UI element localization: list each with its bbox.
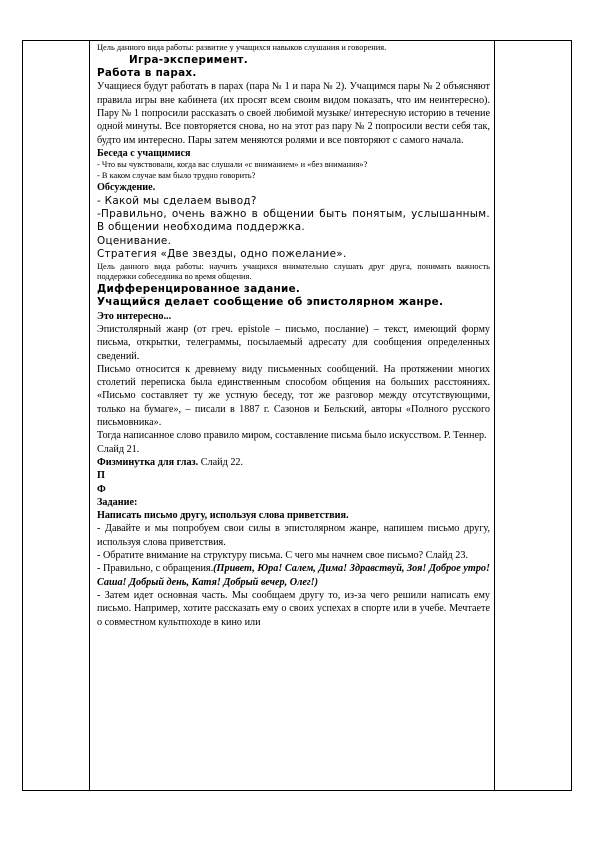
report-line: Учащийся делает сообщение об эпистолярном жанре. xyxy=(97,296,444,309)
stage-column-cell xyxy=(23,41,90,791)
assessment-heading: Оценивание. xyxy=(97,234,172,247)
pair-work-heading: Работа в парах. xyxy=(97,67,197,79)
conclusion-question: - Какой мы сделаем вывод? xyxy=(97,194,257,207)
goal-paragraph-2: Цель данного вида работы: научить учащихся внимательно слушать друг друга, понимать важность поддержки собеседника во время общения. xyxy=(97,261,490,282)
slide-21: Слайд 21. xyxy=(97,443,140,455)
structure-paragraph: - Обратите внимание на структуру письма. С чего мы начнем свое письмо? Слайд 23. xyxy=(97,550,468,562)
lesson-content xyxy=(90,41,494,629)
letter-p: П xyxy=(97,470,105,482)
slide-22: Слайд 22. xyxy=(198,456,244,468)
greeting-examples: (Привет, Юра! Салем, Дима! Здравствуй, Зоя! Доброе утро! Саша! Добрый день, Катя! Добрый вечер, Олег!) xyxy=(97,563,490,588)
game-heading: Игра-эксперимент. xyxy=(129,53,248,66)
task-heading: Задание: xyxy=(97,496,138,508)
differentiated-task-heading: Дифференцированное задание. xyxy=(97,282,301,295)
eye-exercise-label: Физминутка для глаз. xyxy=(97,456,199,468)
task-intro: - Давайте и мы попробуем свои силы в эпистолярном жанре, напишем письмо другу, используя слова приветствия. xyxy=(97,523,490,548)
goal-paragraph: Цель данного вида работы: развитие у учащихся навыков слушания и говорения. xyxy=(97,43,387,52)
table-row xyxy=(23,41,572,791)
eye-exercise-line xyxy=(97,456,490,469)
conclusion-answer: -Правильно, очень важно в общении быть понятым, услышанным. В общении необходима поддержка. xyxy=(97,208,490,234)
interesting-heading: Это интересно... xyxy=(97,310,172,322)
task-text: Написать письмо другу, используя слова приветствия. xyxy=(97,510,349,522)
question-2: - В каком случае вам было трудно говорить? xyxy=(97,170,256,180)
strategy-line: Стратегия «Две звезды, одно пожелание». xyxy=(97,248,347,261)
tenner-quote: Тогда написанное слово правило миром, составление письма было искусством. Р. Теннер. xyxy=(97,430,487,442)
lesson-table xyxy=(22,40,572,791)
discussion-heading: Обсуждение. xyxy=(97,182,156,194)
letter-history: Письмо относится к древнему виду письменных сообщений. На протяжении многих столетий переписка была единственным способом общения на больших расстояниях. «Письмо составляет ту же устную беседу, тот же разговор между отсутствующими, только на бумаге», – писали в 1887 г. Сазонов и Бельский, авторы «Полного русского письмовника». xyxy=(97,363,490,429)
genre-definition: Эпистолярный жанр (от греч. epistole – письмо, послание) – текст, имеющий форму письма, открытки, телеграммы, посылаемый адресату для сообщения определенных сведений. xyxy=(97,324,490,362)
letter-f: Ф xyxy=(97,483,106,495)
greeting-lead: - Правильно, с обращения. xyxy=(97,563,214,575)
content-column-cell xyxy=(90,41,495,791)
greeting-paragraph xyxy=(97,562,490,589)
main-part-paragraph: - Затем идет основная часть. Мы сообщаем другу то, из-за чего решили написать ему письмо. Например, хотите рассказать ему о своих успехах в спорте или в учебе. Мечтаете о совместном культпоходе в кино или xyxy=(97,589,490,628)
pair-work-paragraph: Учащиеся будут работать в парах (пара № 1 и пара № 2). Учащимся пары № 2 объясняют правила игры вне кабинета (их просят всем своим видом показать, что им неинтересно). Пару № 1 попросили рассказать о своей любимой музыке/ интересную историю в течение одной минуты. Все повторяется снова, но на этот раз пару № 2 попросили вести себя так, будто им интересно. Пары затем меняются ролями и все повторяют с самого начала. xyxy=(97,81,490,146)
conversation-heading: Беседа с учащимися xyxy=(97,147,191,159)
question-1: - Что вы чувствовали, когда вас слушали «с вниманием» и «без внимания»? xyxy=(97,160,368,170)
notes-column-cell xyxy=(495,41,572,791)
